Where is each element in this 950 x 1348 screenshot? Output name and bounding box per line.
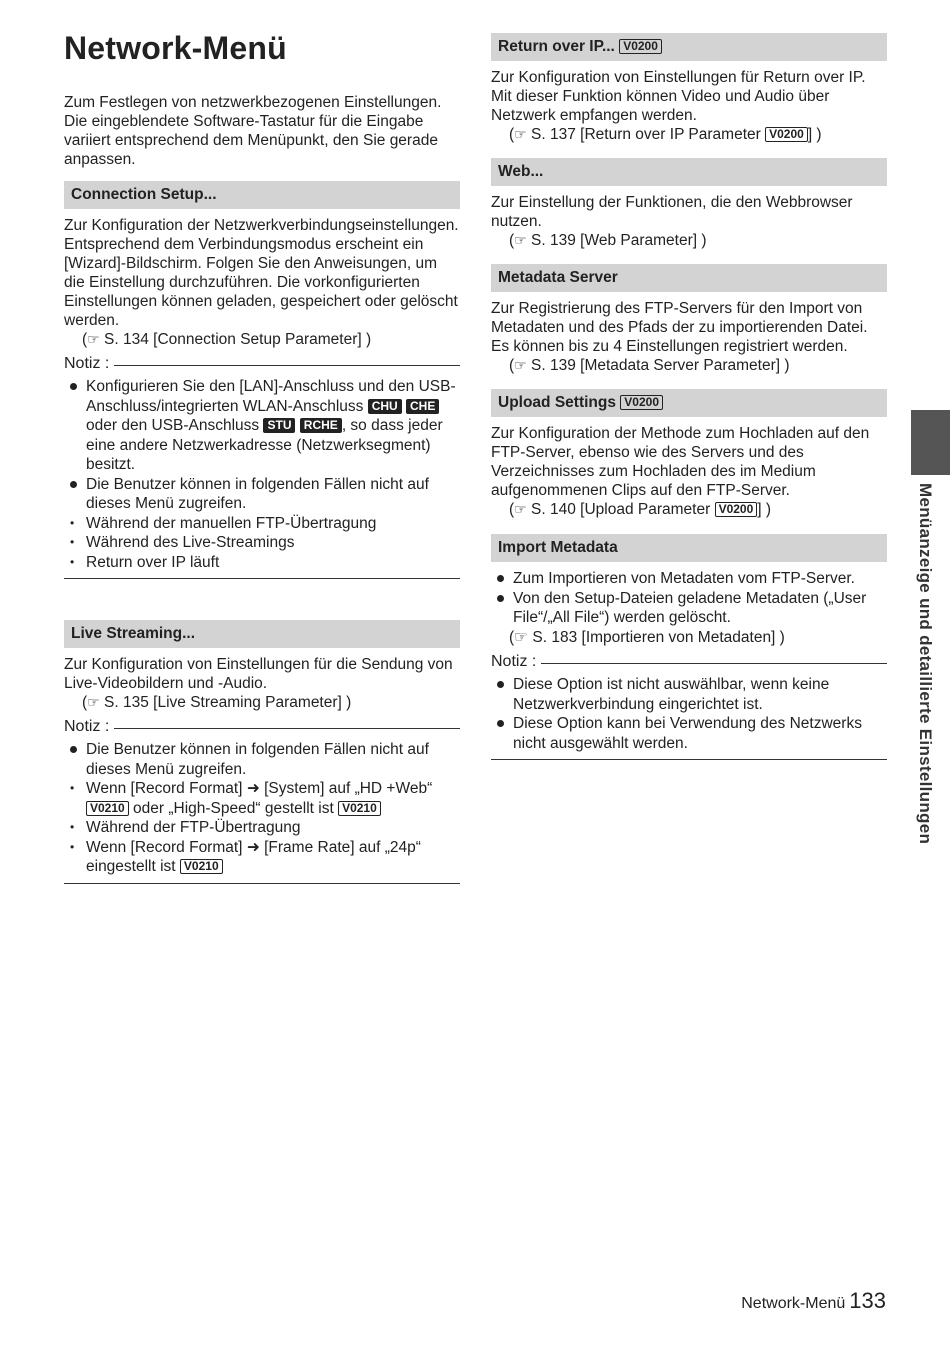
pointing-hand-icon: ☞ xyxy=(87,331,100,347)
return-over-ip-heading xyxy=(491,33,887,61)
sub-text: oder „High-Speed“ gestellt ist xyxy=(133,799,334,817)
version-badge: V0200 xyxy=(620,395,663,410)
upload-settings-heading xyxy=(491,389,887,417)
live-streaming-heading: Live Streaming... xyxy=(64,620,460,648)
sub-text: Wenn [Record Format] xyxy=(86,780,243,797)
connection-setup-heading: Connection Setup... xyxy=(64,181,460,209)
return-over-ip-text: Zur Konfiguration von Einstellungen für Return over IP. Mit dieser Funktion können Video und Audio über Netzwerk empfangen werden. xyxy=(491,69,866,124)
side-tab-label: Menüanzeige und detaillierte Einstellungen xyxy=(916,483,935,845)
pointing-hand-icon: ☞ xyxy=(514,357,527,373)
notiz-label: Notiz : xyxy=(491,653,537,670)
version-badge: V0210 xyxy=(180,859,223,874)
pointing-hand-icon: ☞ xyxy=(87,694,100,710)
note-text: Die Benutzer können in folgenden Fällen nicht auf dieses Menü zugreifen. xyxy=(86,741,429,778)
version-badge: V0210 xyxy=(338,801,381,816)
import-metadata-notiz xyxy=(491,652,887,672)
version-badge: V0200 xyxy=(715,502,758,517)
note-text: Konfigurieren Sie den [LAN]-Anschluss und den USB-Anschluss/integrierten WLAN-Anschluss xyxy=(86,378,456,415)
model-badge-stu: STU xyxy=(263,418,295,433)
section-web xyxy=(491,158,887,250)
pointing-hand-icon: ☞ xyxy=(514,126,527,142)
ref-text: S. 139 [Web Parameter] ) xyxy=(531,232,707,249)
section-end-rule xyxy=(491,759,887,760)
return-over-ip-ref: (☞ S. 137 [Return over IP Parameter V0200 ] ) xyxy=(509,126,822,143)
heading-text: Upload Settings xyxy=(498,394,616,411)
page-number: 133 xyxy=(849,1288,886,1313)
intro-text: Zum Festlegen von netzwerkbezogenen Einstellungen. Die eingeblendete Software-Tastatur für die Eingabe variiert entsprechend dem Menüpunkt, den Sie gerade anpassen. xyxy=(64,94,442,168)
notiz-rule xyxy=(114,728,460,729)
sub-text: [System] auf „HD +Web“ xyxy=(264,780,433,797)
sub-item xyxy=(64,838,460,877)
web-ref: (☞ S. 139 [Web Parameter] ) xyxy=(509,232,707,249)
page-footer xyxy=(741,1288,886,1314)
notiz-rule xyxy=(541,663,887,664)
notiz-label: Notiz : xyxy=(64,355,110,372)
connection-setup-notiz xyxy=(64,354,460,374)
import-metadata-notes xyxy=(491,675,887,753)
connection-setup-text: Zur Konfiguration der Netzwerkverbindungseinstellungen. Entsprechend dem Verbindungsmodus erscheint ein [Wizard]-Bildschirm. Folgen Sie den Anweisungen, um die Einstellung durchzuführen. Die vorkonfigurierten Einstellungen können geladen, gespeichert oder gelöscht werden. xyxy=(64,217,459,329)
note-text: , so dass jeder eine andere Netzwerkadresse (Netzwerksegment) besitzt. xyxy=(86,417,443,473)
heading-text: Return over IP... xyxy=(498,38,615,55)
section-import-metadata xyxy=(491,534,887,760)
live-streaming-ref-text: S. 135 [Live Streaming Parameter] ) xyxy=(104,694,352,711)
ref-text: S. 183 [Importieren von Metadaten] ) xyxy=(532,628,785,646)
sub-list xyxy=(64,779,460,877)
page-title: Network-Menü xyxy=(64,30,287,66)
ref-text: S. 139 [Metadata Server Parameter] ) xyxy=(531,357,790,374)
notiz-rule xyxy=(114,365,460,366)
list-item: Zum Importieren von Metadaten vom FTP-Server. xyxy=(491,569,887,589)
live-streaming-ref: (☞ S. 135 [Live Streaming Parameter] ) xyxy=(82,694,352,711)
live-streaming-notiz xyxy=(64,717,460,737)
list-item: Diese Option ist nicht auswählbar, wenn keine Netzwerkverbindung eingerichtet ist. xyxy=(491,675,887,714)
section-end-rule xyxy=(64,883,460,884)
pointing-hand-icon: ☞ xyxy=(514,501,527,517)
model-badge-chu: CHU xyxy=(368,399,402,414)
web-heading: Web... xyxy=(491,158,887,186)
sub-item xyxy=(64,779,460,818)
sub-item: • Während der FTP-Übertragung xyxy=(64,818,460,838)
live-streaming-notes xyxy=(64,740,460,877)
notiz-label: Notiz : xyxy=(64,718,110,735)
model-badge-rche: RCHE xyxy=(300,418,342,433)
metadata-server-heading: Metadata Server xyxy=(491,264,887,292)
sub-list xyxy=(64,514,460,573)
pointing-hand-icon: ☞ xyxy=(514,232,527,248)
list-item: Diese Option kann bei Verwendung des Netzwerks nicht ausgewählt werden. xyxy=(491,714,887,753)
note-text: Die Benutzer können in folgenden Fällen nicht auf dieses Menü zugreifen. xyxy=(86,475,429,512)
connection-setup-ref-text: S. 134 [Connection Setup Parameter] ) xyxy=(104,331,372,348)
pointing-hand-icon: ☞ xyxy=(514,628,529,646)
upload-settings-text: Zur Konfiguration der Methode zum Hochladen auf den FTP-Server, ebenso wie des Servers und des Verzeichnisses zum Hochladen des im Medium aufgenommenen Clips auf den FTP-Server. xyxy=(491,425,870,499)
sub-text: [Frame Rate] auf „24p“ eingestellt ist xyxy=(86,838,421,875)
side-tab-marker xyxy=(911,410,950,475)
connection-setup-notes xyxy=(64,377,460,572)
section-connection-setup xyxy=(64,181,460,579)
section-upload-settings xyxy=(491,389,887,519)
list-item xyxy=(64,377,460,475)
list-item xyxy=(491,589,887,648)
import-metadata-heading: Import Metadata xyxy=(491,534,887,562)
version-badge: V0210 xyxy=(86,801,129,816)
sub-text: Wenn [Record Format] xyxy=(86,838,243,856)
web-text: Zur Einstellung der Funktionen, die den Webbrowser nutzen. xyxy=(491,194,853,230)
sub-item: • Return over IP läuft xyxy=(64,553,460,573)
ref-text: ] ) xyxy=(807,126,822,143)
list-item xyxy=(64,475,460,573)
section-live-streaming xyxy=(64,620,460,884)
section-metadata-server xyxy=(491,264,887,375)
sub-item: • Während der manuellen FTP-Übertragung xyxy=(64,514,460,534)
metadata-server-text: Zur Registrierung des FTP-Servers für den Import von Metadaten und des Pfads der zu importierenden Datei. Es können bis zu 4 Einstellungen registriert werden. xyxy=(491,300,868,355)
note-text: oder den USB-Anschluss xyxy=(86,417,260,434)
live-streaming-text: Zur Konfiguration von Einstellungen für die Sendung von Live-Videobildern und -Audio. xyxy=(64,656,453,692)
right-arrow-icon: ➜ xyxy=(246,780,260,797)
upload-settings-ref: (☞ S. 140 [Upload Parameter V0200 ] ) xyxy=(509,501,772,518)
list-item xyxy=(64,740,460,877)
ref-text: S. 140 [Upload Parameter xyxy=(531,501,711,518)
metadata-server-ref: (☞ S. 139 [Metadata Server Parameter] ) xyxy=(509,357,790,374)
footer-label: Network-Menü xyxy=(741,1295,846,1312)
section-return-over-ip xyxy=(491,33,887,144)
model-badge-che: CHE xyxy=(406,399,439,414)
version-badge: V0200 xyxy=(619,39,662,54)
import-metadata-ref: (☞ S. 183 [Importieren von Metadaten] ) xyxy=(509,628,785,646)
sub-item: • Während des Live-Streamings xyxy=(64,533,460,553)
import-metadata-list xyxy=(491,569,887,647)
ref-text: S. 137 [Return over IP Parameter xyxy=(531,126,761,143)
right-arrow-icon: ➜ xyxy=(246,838,260,856)
item-text: Von den Setup-Dateien geladene Metadaten („User File“/„All File“) werden gelöscht. xyxy=(513,589,867,626)
ref-text: ] ) xyxy=(757,501,772,518)
connection-setup-ref: (☞ S. 134 [Connection Setup Parameter] ) xyxy=(82,331,372,348)
version-badge: V0200 xyxy=(765,127,808,142)
section-end-rule xyxy=(64,578,460,579)
